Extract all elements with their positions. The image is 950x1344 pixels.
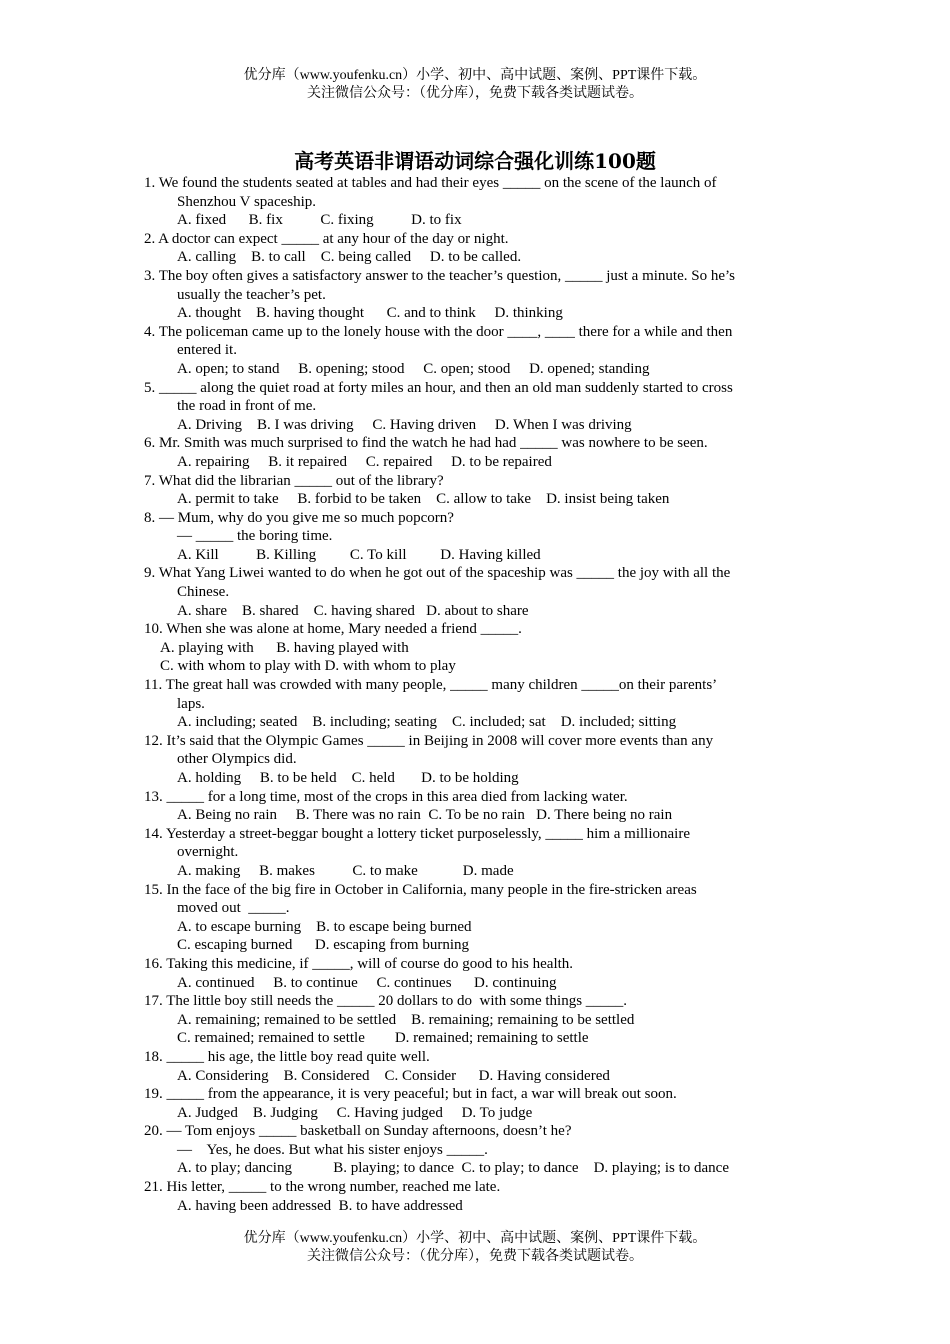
answer-options: A. open; to stand B. opening; stood C. open; stood D. opened; standing bbox=[177, 360, 650, 377]
answer-options: A. Being no rain B. There was no rain C. To be no rain D. There being no rain bbox=[177, 807, 673, 824]
question-stem-continued: Shenzhou V spaceship. bbox=[177, 193, 317, 210]
answer-options: A. fixed B. fix C. fixing D. to fix bbox=[177, 212, 462, 229]
answer-options: A. Driving B. I was driving C. Having driven D. When I was driving bbox=[177, 416, 632, 433]
question-stem: 8. — Mum, why do you give me so much popcorn? bbox=[144, 509, 454, 526]
answer-options: A. making B. makes C. to make D. made bbox=[177, 862, 514, 879]
answer-options: C. escaping burned D. escaping from burning bbox=[177, 937, 470, 954]
question-stem: 14. Yesterday a street-beggar bought a lottery ticket purposelessly, _____ him a millionaire bbox=[144, 825, 690, 842]
answer-options: A. to escape burning B. to escape being burned bbox=[177, 918, 472, 935]
question-stem: 19. _____ from the appearance, it is very peaceful; but in fact, a war will break out soon. bbox=[144, 1086, 677, 1103]
question-stem: 2. A doctor can expect _____ at any hour of the day or night. bbox=[144, 230, 509, 247]
answer-options: C. with whom to play with D. with whom to play bbox=[160, 658, 456, 675]
answer-options: A. Kill B. Killing C. To kill D. Having killed bbox=[177, 546, 541, 563]
question-stem-continued: Chinese. bbox=[177, 584, 230, 601]
page-title: 高考英语非谓语动词综合强化训练100题 bbox=[294, 149, 656, 173]
question-stem: 18. _____ his age, the little boy read quite well. bbox=[144, 1048, 430, 1065]
question-stem: 12. It’s said that the Olympic Games _____ in Beijing in 2008 will cover more events than any bbox=[144, 732, 714, 749]
answer-options: A. calling B. to call C. being called D. to be called. bbox=[177, 249, 522, 266]
question-stem: 17. The little boy still needs the _____ 20 dollars to do with some things _____. bbox=[144, 993, 628, 1010]
question-stem: 11. The great hall was crowded with many people, _____ many children _____on their parents’ bbox=[144, 677, 718, 694]
question-stem: 7. What did the librarian _____ out of the library? bbox=[144, 472, 444, 489]
question-stem: 10. When she was alone at home, Mary needed a friend _____. bbox=[144, 621, 522, 638]
question-stem: 5. _____ along the quiet road at forty miles an hour, and then an old man suddenly started to cross bbox=[144, 379, 733, 396]
dialogue-reply: — Yes, he does. But what his sister enjoys _____. bbox=[177, 1141, 488, 1158]
answer-options: A. continued B. to continue C. continues D. continuing bbox=[177, 974, 557, 991]
question-stem-continued: other Olympics did. bbox=[177, 751, 297, 768]
answer-options: A. permit to take B. forbid to be taken C. allow to take D. insist being taken bbox=[177, 491, 670, 508]
footer-line-1: 优分库（www.youfenku.cn）小学、初中、高中试题、案例、PPT课件下载。 bbox=[243, 1231, 707, 1246]
answer-options: A. playing with B. having played with bbox=[160, 639, 409, 656]
answer-options: A. share B. shared C. having shared D. about to share bbox=[177, 602, 529, 619]
header-line-2: 关注微信公众号：（优分库），免费下载各类试题试卷。 bbox=[307, 86, 643, 101]
answer-options: A. remaining; remained to be settled B. remaining; remaining to be settled bbox=[177, 1011, 635, 1028]
page-footer bbox=[0, 1230, 950, 1266]
question-stem: 4. The policeman came up to the lonely house with the door ____, ____ there for a while and then bbox=[144, 323, 733, 340]
question-stem-continued: entered it. bbox=[177, 342, 237, 359]
question-stem: 9. What Yang Liwei wanted to do when he got out of the spaceship was _____ the joy with all the bbox=[144, 565, 731, 582]
question-stem: 20. — Tom enjoys _____ basketball on Sunday afternoons, doesn’t he? bbox=[144, 1123, 572, 1140]
question-body bbox=[144, 174, 824, 1215]
answer-options: A. to play; dancing B. playing; to dance C. to play; to dance D. playing; is to dance bbox=[177, 1160, 729, 1177]
answer-options: C. remained; remained to settle D. remained; remaining to settle bbox=[177, 1030, 589, 1047]
question-stem: 3. The boy often gives a satisfactory answer to the teacher’s question, _____ just a minute. So he’s bbox=[144, 267, 735, 284]
question-stem: 15. In the face of the big fire in October in California, many people in the fire-stricken areas bbox=[144, 881, 697, 898]
question-stem: 21. His letter, _____ to the wrong number, reached me late. bbox=[144, 1179, 501, 1196]
page-header bbox=[0, 67, 950, 103]
question-stem-continued: laps. bbox=[177, 695, 205, 712]
question-stem-continued: overnight. bbox=[177, 844, 239, 861]
dialogue-reply: — _____ the boring time. bbox=[177, 528, 333, 545]
answer-options: A. Considering B. Considered C. Consider D. Having considered bbox=[177, 1067, 610, 1084]
answer-options: A. Judged B. Judging C. Having judged D. To judge bbox=[177, 1104, 533, 1121]
question-stem: 16. Taking this medicine, if _____, will of course do good to his health. bbox=[144, 955, 574, 972]
footer-line-2: 关注微信公众号：（优分库），免费下载各类试题试卷。 bbox=[307, 1249, 643, 1264]
question-stem-continued: moved out _____. bbox=[177, 900, 290, 917]
header-line-1: 优分库（www.youfenku.cn）小学、初中、高中试题、案例、PPT课件下载。 bbox=[243, 68, 707, 83]
question-stem: 6. Mr. Smith was much surprised to find the watch he had had _____ was nowhere to be seen. bbox=[144, 435, 708, 452]
answer-options: A. repairing B. it repaired C. repaired D. to be repaired bbox=[177, 453, 552, 470]
question-stem-continued: the road in front of me. bbox=[177, 398, 317, 415]
answer-options: A. holding B. to be held C. held D. to be holding bbox=[177, 770, 519, 786]
answer-options: A. having been addressed B. to have addressed bbox=[177, 1197, 463, 1214]
answer-options: A. thought B. having thought C. and to think D. thinking bbox=[177, 305, 563, 322]
question-stem: 13. _____ for a long time, most of the crops in this area died from lacking water. bbox=[144, 788, 628, 805]
question-stem: 1. We found the students seated at tables and had their eyes _____ on the scene of the launch of bbox=[144, 175, 717, 191]
answer-options: A. including; seated B. including; seating C. included; sat D. included; sitting bbox=[177, 714, 677, 731]
question-stem-continued: usually the teacher’s pet. bbox=[177, 286, 326, 303]
